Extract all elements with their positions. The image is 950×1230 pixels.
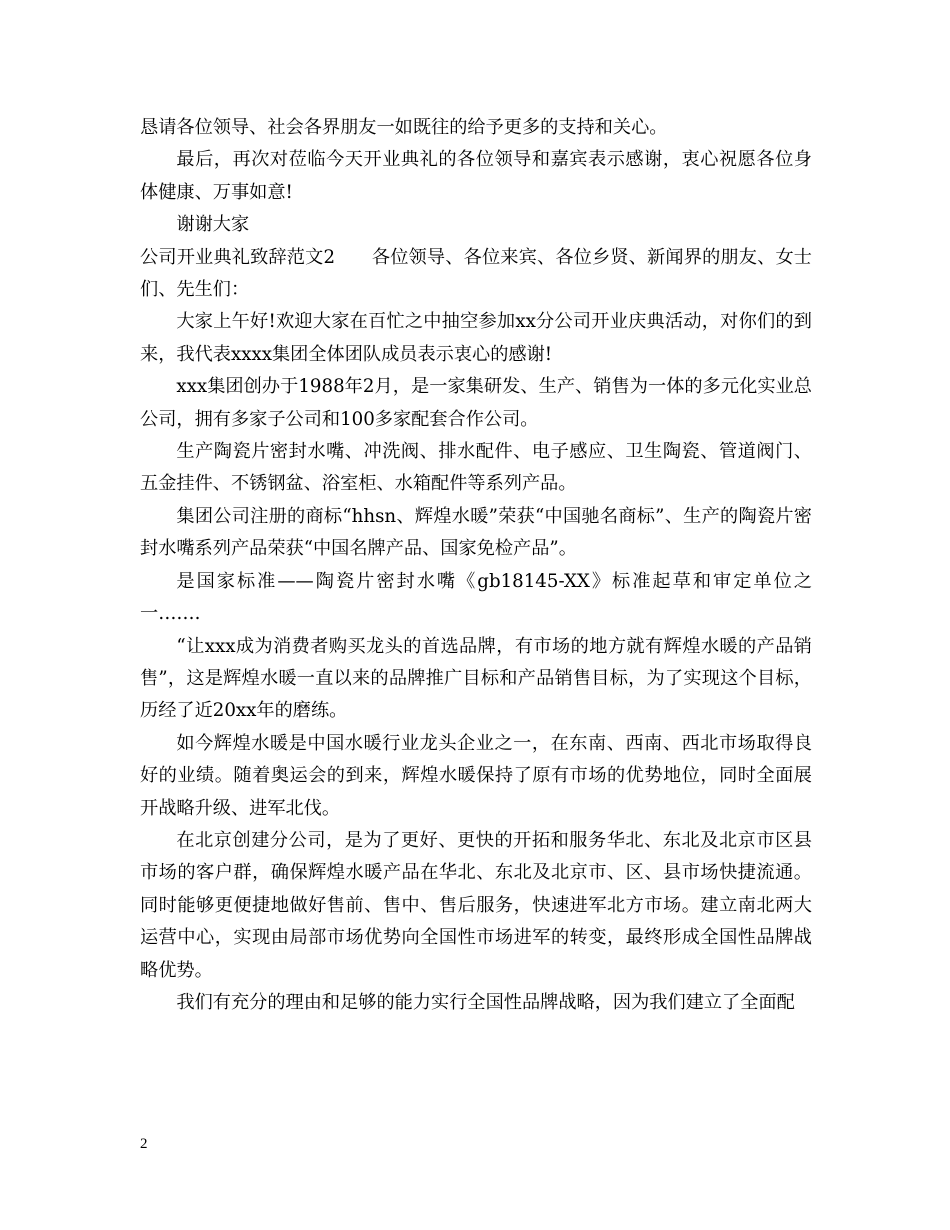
paragraph: 最后，再次对莅临今天开业典礼的各位领导和嘉宾表示感谢，衷心祝愿各位身体健康、万事如意! [140, 149, 812, 203]
paragraph: xxx集团创办于1988年2月，是一家集研发、生产、销售为一体的多元化实业总公司，拥有多家子公司和100多家配套合作公司。 [140, 376, 812, 430]
page-number: 2 [140, 1136, 148, 1152]
paragraph: 恳请各位领导、社会各界朋友一如既往的给予更多的支持和关心。 [140, 117, 668, 138]
paragraph: 我们有充分的理由和足够的能力实行全国性品牌战略，因为我们建立了全面配 [176, 991, 795, 1013]
paragraph: 集团公司注册的商标“hhsn、辉煌水暖”荣获“中国驰名商标”、生产的陶瓷片密封水嘴系列产品荣获“中国名牌产品、国家免检产品”。 [140, 505, 812, 560]
paragraph: “让xxx成为消费者购买龙头的首选品牌，有市场的地方就有辉煌水暖的产品销售”，这是辉煌水暖一直以来的品牌推广目标和产品销售目标，为了实现这个目标，历经了近20xx年的磨练。 [140, 635, 812, 722]
section-heading-paragraph: 公司开业典礼致辞范文2 各位领导、各位来宾、各位乡贤、新闻界的朋友、女士们、先生们： [140, 246, 812, 301]
paragraph: 如今辉煌水暖是中国水暖行业龙头企业之一，在东南、西南、西北市场取得良好的业绩。随着奥运会的到来，辉煌水暖保持了原有市场的优势地位，同时全面展开战略升级、进军北伐。 [140, 732, 812, 819]
paragraph: 谢谢大家 [176, 214, 250, 236]
document-body [140, 112, 812, 1019]
paragraph: 是国家标准——陶瓷片密封水嘴《gb18145-XX》标准起草和审定单位之一……. [140, 570, 812, 625]
paragraph: 大家上午好!欢迎大家在百忙之中抽空参加xx分公司开业庆典活动，对你们的到来，我代表xxxx集团全体团队成员表示衷心的感谢! [140, 311, 812, 365]
paragraph: 生产陶瓷片密封水嘴、冲洗阀、排水配件、电子感应、卫生陶瓷、管道阀门、五金挂件、不锈钢盆、浴室柜、水箱配件等系列产品。 [140, 441, 812, 495]
paragraph: 在北京创建分公司，是为了更好、更快的开拓和服务华北、东北及北京市区县市场的客户群，确保辉煌水暖产品在华北、东北及北京市、区、县市场快捷流通。同时能够更便捷地做好售前、售中、售后服务，快速进军北方市场。建立南北两大运营中心，实现由局部市场优势向全国性市场进军的转变，最终形成全国性品牌战略优势。 [140, 829, 812, 981]
